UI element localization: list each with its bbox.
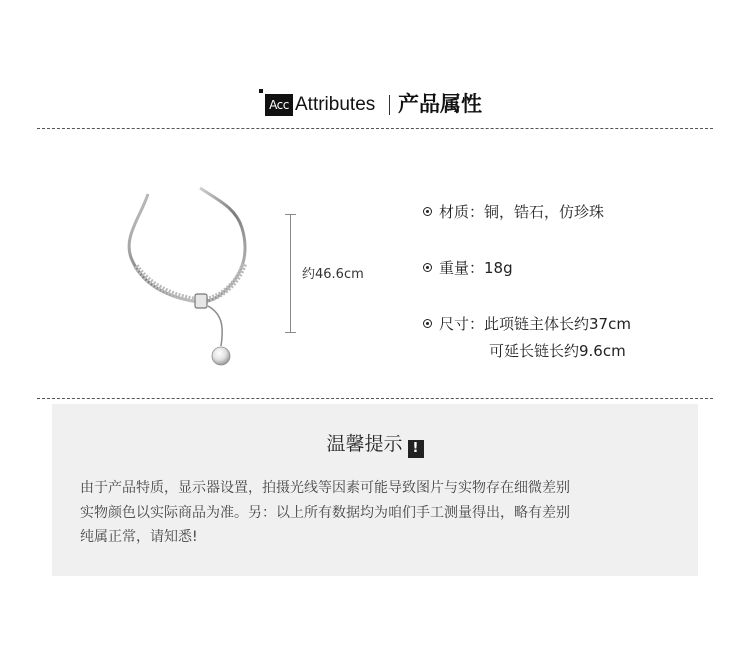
necklace-product-image [118, 178, 278, 378]
attribute-value: 18g [484, 259, 513, 277]
divider-top [37, 128, 713, 129]
dimension-cap-top [285, 214, 296, 215]
title-dot-mark [259, 89, 263, 93]
attribute-value: 此项链主体长约37cm [484, 315, 631, 333]
notice-line: 纯属正常，请知悉! [80, 529, 198, 545]
title-badge: Acc [265, 94, 293, 116]
dimension-label: 约46.6cm [302, 267, 364, 282]
title-english: Attributes [295, 94, 376, 115]
attribute-label: 材质： [439, 203, 485, 221]
title-separator [389, 95, 390, 115]
attribute-value: 铜，锆石，仿珍珠 [484, 203, 605, 221]
section-header [0, 86, 750, 122]
attribute-material [423, 199, 604, 225]
dimension-cap-bottom [285, 332, 296, 333]
divider-bottom [37, 398, 713, 399]
notice-body [80, 476, 672, 550]
bullet-icon [423, 319, 432, 328]
attribute-label: 尺寸： [439, 315, 485, 333]
attribute-weight [423, 255, 513, 281]
dimension-line [290, 214, 291, 333]
attribute-size-extra: 可延长链长约9.6cm [489, 342, 626, 360]
notice-title-text: 温馨提示 [326, 433, 403, 455]
bullet-icon [423, 263, 432, 272]
title-chinese: 产品属性 [398, 92, 482, 116]
necklace-illustration [118, 178, 278, 378]
notice-line: 由于产品特质，显示器设置，拍摄光线等因素可能导致图片与实物存在细微差别 [80, 480, 570, 496]
warning-icon: ! [408, 440, 424, 458]
notice-panel [52, 404, 698, 576]
notice-title [52, 430, 698, 458]
attribute-label: 重量： [439, 259, 485, 277]
bullet-icon [423, 207, 432, 216]
attribute-size [423, 311, 631, 337]
notice-line: 实物颜色以实际商品为准。另：以上所有数据均为咱们手工测量得出，略有差别 [80, 504, 570, 521]
